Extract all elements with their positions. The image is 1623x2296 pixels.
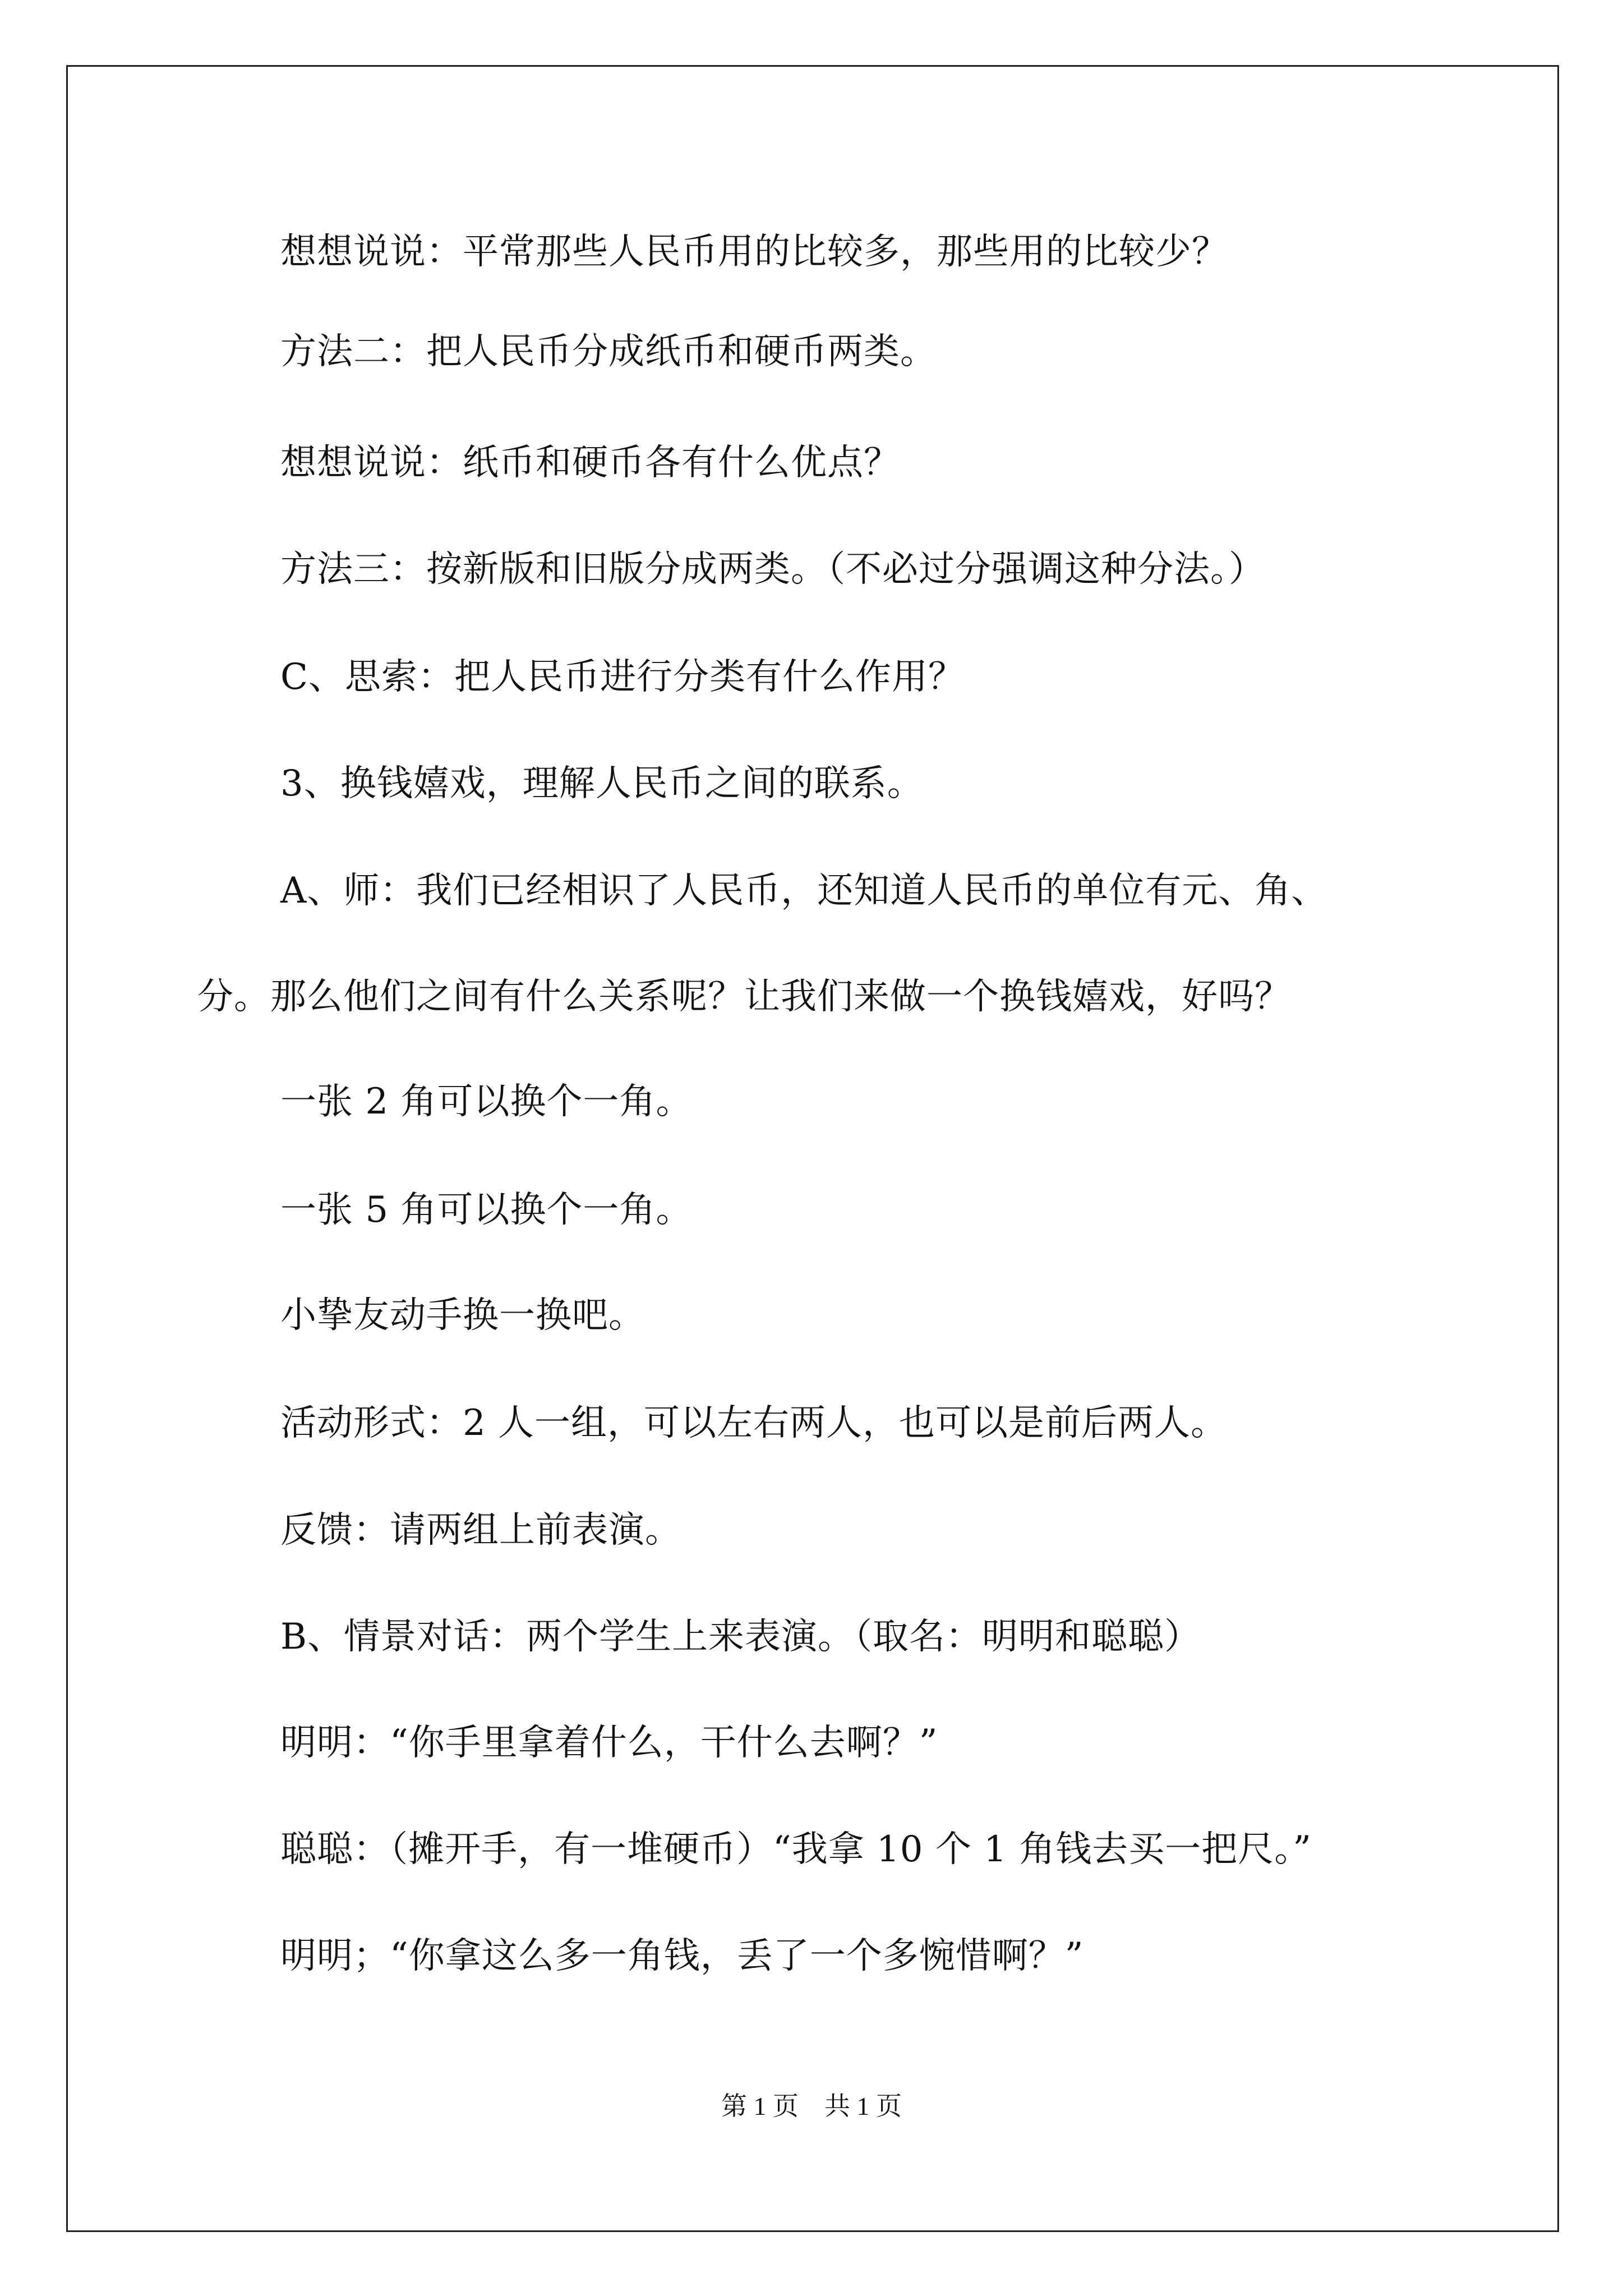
paragraph: 活动形式：2 人一组，可以左右两人，也可以是前后两人。	[280, 1402, 1228, 1444]
paragraph: A、师：我们已经相识了人民币，还知道人民币的单位有元、角、	[280, 870, 1328, 912]
page-footer	[0, 2090, 1623, 2123]
paragraph: 小挚友动手换一换吧。	[280, 1295, 645, 1336]
page-total: 共 1 页	[824, 2092, 902, 2120]
paragraph: 明明；“你拿这么多一角钱，丢了一个多惋惜啊？”	[280, 1935, 1084, 1977]
paragraph: B、情景对话：两个学生上来表演。（取名：明明和聪聪）	[280, 1616, 1201, 1658]
paragraph: C、思索：把人民币进行分类有什么作用？	[280, 656, 965, 698]
paragraph: 一张 2 角可以换个一角。	[280, 1081, 693, 1122]
paragraph: 聪聪：（摊开手，有一堆硬币）“我拿 10 个 1 角钱去买一把尺。”	[280, 1829, 1312, 1870]
page-border	[66, 65, 1559, 2232]
paragraph: 3、换钱嬉戏，理解人民币之间的联系。	[280, 763, 924, 804]
paragraph: 明明：“你手里拿着什么，干什么去啊？”	[280, 1722, 938, 1764]
paragraph-continuation: 分。那么他们之间有什么关系呢？让我们来做一个换钱嬉戏，好吗？	[197, 976, 1291, 1018]
paragraph: 想想说说：纸币和硬币各有什么优点？	[280, 442, 900, 484]
paragraph: 方法二：把人民币分成纸币和硬币两类。	[280, 331, 937, 372]
paragraph: 想想说说：平常那些人民币用的比较多，那些用的比较少？	[280, 231, 1228, 273]
page-number: 第 1 页	[721, 2092, 799, 2120]
paragraph: 方法三：按新版和旧版分成两类。（不必过分强调这种分法。）	[280, 549, 1265, 590]
paragraph: 一张 5 角可以换个一角。	[280, 1189, 693, 1231]
paragraph: 反馈：请两组上前表演。	[280, 1510, 681, 1551]
